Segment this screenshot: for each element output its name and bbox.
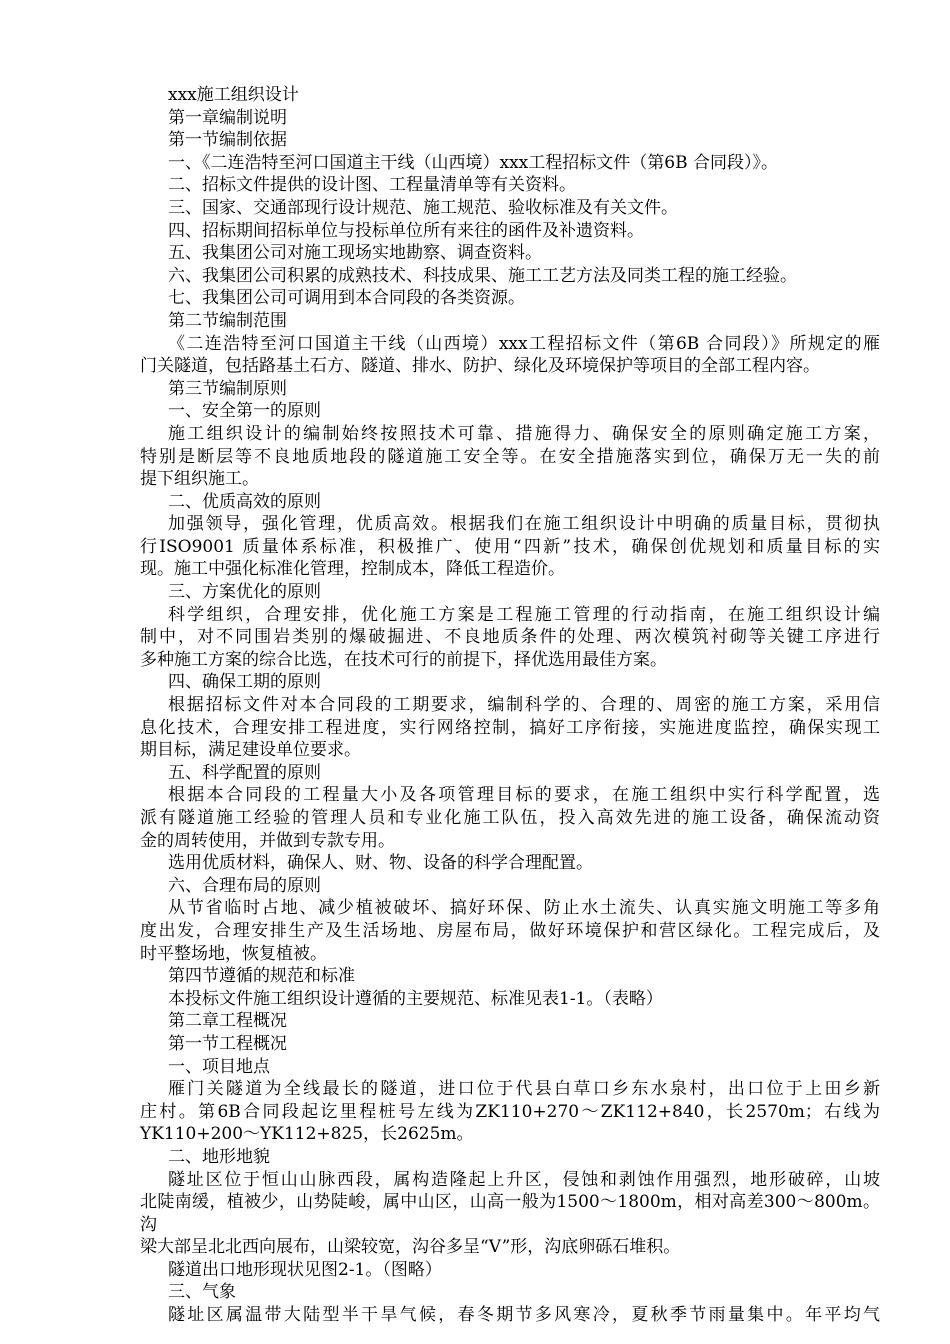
section-heading: 第四节遵循的规范和标准 — [168, 966, 355, 987]
paragraph: 加强领导，强化管理，优质高效。根据我们在施工组织设计中明确的质量目标，贯彻执 行ISO9001 质量体系标准，积极推广、使用“四新”技术，确保创优规划和质量目标的实 现。施工中强化标准化管理，控制成本，降低工程造价。 — [140, 514, 880, 580]
subheading: 一、项目地点 — [168, 1056, 270, 1077]
paragraph: 选用优质材料，确保人、财、物、设备的科学合理配置。 — [168, 853, 593, 874]
paragraph: 施工组织设计的编制始终按照技术可靠、措施得力、确保安全的原则确定施工方案， 特别是断层等不良地质地段的隧道施工安全等。在安全措施落实到位，确保万无一失的前 提下组织施工。 — [140, 423, 880, 490]
paragraph: 隧道出口地形现状见图2-1。（图略） — [168, 1259, 442, 1280]
list-item: 六、我集团公司积累的成熟技术、科技成果、施工工艺方法及同类工程的施工经验。 — [168, 265, 797, 286]
subheading: 二、地形地貌 — [168, 1146, 270, 1167]
chapter-heading: 第二章工程概况 — [168, 1011, 287, 1032]
paragraph: 根据本合同段的工程量大小及各项管理目标的要求，在施工组织中实行科学配置，选 派有隧道施工经验的管理人员和专业化施工队伍，投入高效先进的施工设备，确保流动资 金的周转使用，并做到专款专用。 — [140, 785, 880, 851]
section-heading: 第一节工程概况 — [168, 1033, 287, 1054]
subheading: 三、方案优化的原则 — [168, 582, 321, 603]
list-item: 四、招标期间招标单位与投标单位所有来往的函件及补遗资料。 — [168, 220, 644, 241]
doc-title: xxx施工组织设计 — [168, 85, 299, 105]
paragraph: 隧址区属温带大陆型半干旱气候，春冬期节多风寒冷，夏秋季节雨量集中。年平均气 — [168, 1305, 880, 1326]
subheading: 五、科学配置的原则 — [168, 762, 321, 783]
list-item: 七、我集团公司可调用到本合同段的各类资源。 — [168, 288, 525, 309]
section-heading: 第一节编制依据 — [168, 130, 287, 151]
document-body — [140, 84, 880, 1327]
list-item: 二、招标文件提供的设计图、工程量清单等有关资料。 — [168, 175, 576, 196]
subheading: 一、安全第一的原则 — [168, 401, 321, 422]
subheading: 六、合理布局的原则 — [168, 875, 321, 896]
paragraph: 从节省临时占地、减少植被破坏、搞好环保、防止水土流失、认真实施文明施工等多角 度出发，合理安排生产及生活场地、房屋布局，做好环境保护和营区绿化。工程完成后，及 时平整场地，恢复植被。 — [140, 898, 880, 964]
subheading: 三、气象 — [168, 1282, 236, 1303]
paragraph: 雁门关隧道为全线最长的隧道，进口位于代县白草口乡东水泉村，出口位于上田乡新 庄村。第6B合同段起讫里程桩号左线为ZK110+270～ZK112+840，长2570m；右线为 YK110+200～YK112+825，长2625m。 — [140, 1079, 880, 1145]
list-item: 五、我集团公司对施工现场实地勘察、调查资料。 — [168, 243, 542, 264]
paragraph: 本投标文件施工组织设计遵循的主要规范、标准见表1-1。（表略） — [168, 988, 663, 1009]
paragraph: 《二连浩特至河口国道主干线（山西境）xxx工程招标文件（第6B 合同段）》所规定的雁 门关隧道，包括路基土石方、隧道、排水、防护、绿化及环境保护等项目的全部工程内容。 — [140, 333, 880, 377]
section-heading: 第三节编制原则 — [168, 378, 287, 399]
section-heading: 第二节编制范围 — [168, 310, 287, 331]
subheading: 二、优质高效的原则 — [168, 491, 321, 512]
chapter-heading: 第一章编制说明 — [168, 107, 287, 128]
subheading: 四、确保工期的原则 — [168, 672, 321, 693]
list-item: 三、国家、交通部现行设计规范、施工规范、验收标准及有关文件。 — [168, 197, 678, 218]
list-item: 一、《二连浩特至河口国道主干线（山西境）xxx工程招标文件（第6B 合同段）》。 — [168, 152, 778, 173]
paragraph: 根据招标文件对本合同段的工期要求，编制科学的、合理的、周密的施工方案，采用信 息化技术，合理安排工程进度，实行网络控制，搞好工序衔接，实施进度监控，确保实现工 期目标，满足建设单位要求。 — [140, 695, 880, 761]
paragraph: 隧址区位于恒山山脉西段，属构造隆起上升区，侵蚀和剥蚀作用强烈，地形破碎，山坡 北陡南缓，植被少，山势陡峻，属中山区，山高一般为1500～1800m，相对高差300～800m。沟 梁大部呈北北西向展布，山梁较宽，沟谷多呈“V”形，沟底卵砾石堆积。 — [140, 1169, 880, 1258]
paragraph: 科学组织，合理安排，优化施工方案是工程施工管理的行动指南，在施工组织设计编 制中，对不同围岩类别的爆破掘进、不良地质条件的处理、两次模筑衬砌等关键工序进行 多种施工方案的综合比选，在技术可行的前提下，择优选用最佳方案。 — [140, 604, 880, 670]
